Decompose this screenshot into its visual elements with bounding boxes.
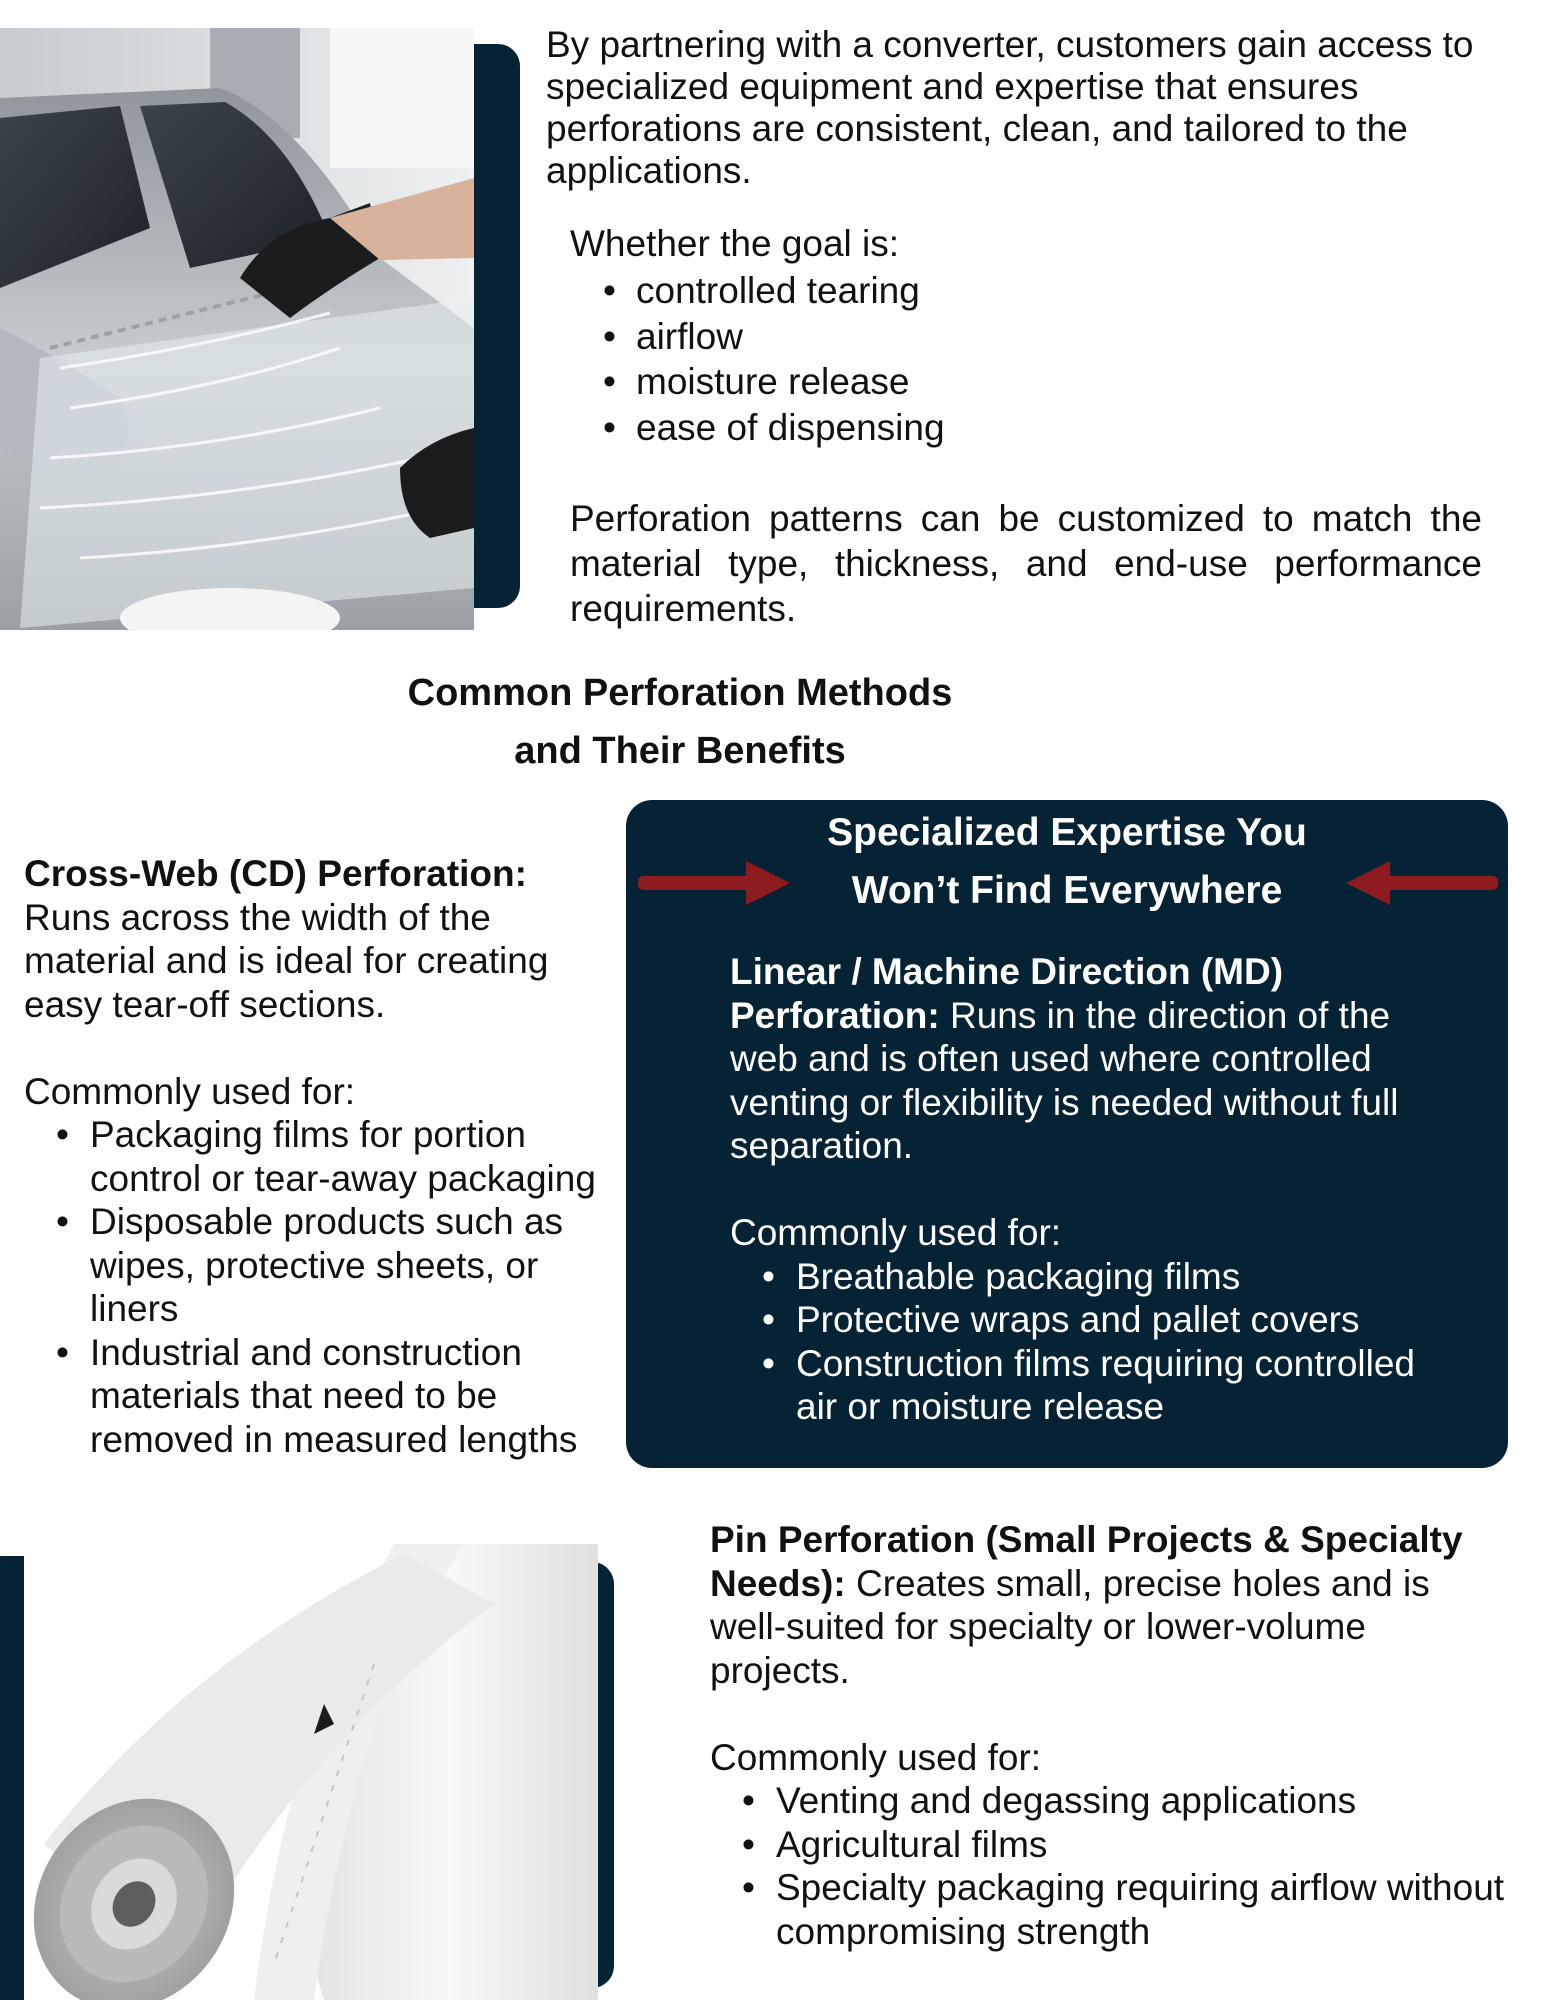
photo-accent-bar — [0, 1556, 24, 2000]
list-item: • Protective wraps and pallet covers — [730, 1298, 1450, 1342]
list-item: • Venting and degassing applications — [710, 1779, 1510, 1823]
list-item: • ease of dispensing — [570, 405, 1510, 451]
material-roll-photo — [24, 1544, 598, 2000]
left-pointing-arrow-icon — [1338, 858, 1498, 908]
md-common-label: Commonly used for: — [730, 1212, 1062, 1253]
goal-list — [570, 268, 1510, 450]
list-item: • Agricultural films — [710, 1823, 1510, 1867]
pin-description: Creates small, precise holes and is well-suited for specialty or lower-volume projects. — [710, 1562, 1430, 1691]
cross-web-description: Runs across the width of the material and is ideal for creating easy tear-off sections. — [24, 896, 549, 1025]
cross-web-uses-list — [24, 1113, 624, 1461]
pin-uses-list — [710, 1779, 1510, 1953]
pin-common-label: Commonly used for: — [710, 1736, 1042, 1778]
list-item: • Construction films requiring controlled air or moisture release — [730, 1342, 1450, 1429]
expertise-title — [776, 804, 1358, 920]
list-item: • Industrial and construction materials that need to be removed in measured lengths — [24, 1331, 624, 1462]
pin-title: Pin Perforation (Small Projects & Specialty Needs): — [710, 1519, 1463, 1604]
expertise-title-line2: Won’t Find Everywhere — [851, 869, 1283, 912]
section-heading — [300, 664, 1060, 780]
pin-section — [710, 1518, 1510, 1953]
cross-web-section — [24, 852, 624, 1461]
expertise-box — [626, 800, 1508, 1468]
section-heading-line1: Common Perforation Methods — [407, 672, 953, 714]
md-title: Linear / Machine Direction (MD) Perforation: — [730, 951, 1284, 1036]
goal-intro: Whether the goal is: — [570, 223, 900, 264]
car-film-photo — [0, 28, 474, 630]
intro-paragraph: By partnering with a converter, customers gain access to specialized equipment and expertise that ensures perforations are consistent, clean, and tailored to the applications. — [546, 24, 1474, 191]
md-uses-list — [730, 1255, 1450, 1429]
list-item: • airflow — [570, 314, 1510, 360]
cross-web-text — [24, 852, 624, 1026]
list-item: • Disposable products such as wipes, protective sheets, or liners — [24, 1200, 624, 1331]
customization-paragraph: Perforation patterns can be customized to match the material type, thickness, and end-use performance requirements. — [570, 498, 1482, 629]
list-item: • Packaging films for portion control or tear-away packaging — [24, 1113, 624, 1200]
list-item: • moisture release — [570, 359, 1510, 405]
cross-web-common-label: Commonly used for: — [24, 1070, 356, 1112]
goal-block — [570, 222, 1510, 450]
list-item: • Specialty packaging requiring airflow without compromising strength — [710, 1866, 1510, 1953]
expertise-title-line1: Specialized Expertise You — [827, 811, 1307, 854]
list-item: • controlled tearing — [570, 268, 1510, 314]
cross-web-title: Cross-Web (CD) Perforation: — [24, 853, 527, 894]
md-description: Runs in the direction of the web and is often used where controlled venting or flexibility is needed without full separation. — [730, 994, 1399, 1166]
pin-text — [710, 1518, 1510, 1692]
md-text — [730, 950, 1450, 1168]
md-section — [730, 950, 1450, 1429]
right-pointing-arrow-icon — [638, 858, 798, 908]
section-heading-line2: and Their Benefits — [514, 730, 846, 772]
list-item: • Breathable packaging films — [730, 1255, 1450, 1299]
